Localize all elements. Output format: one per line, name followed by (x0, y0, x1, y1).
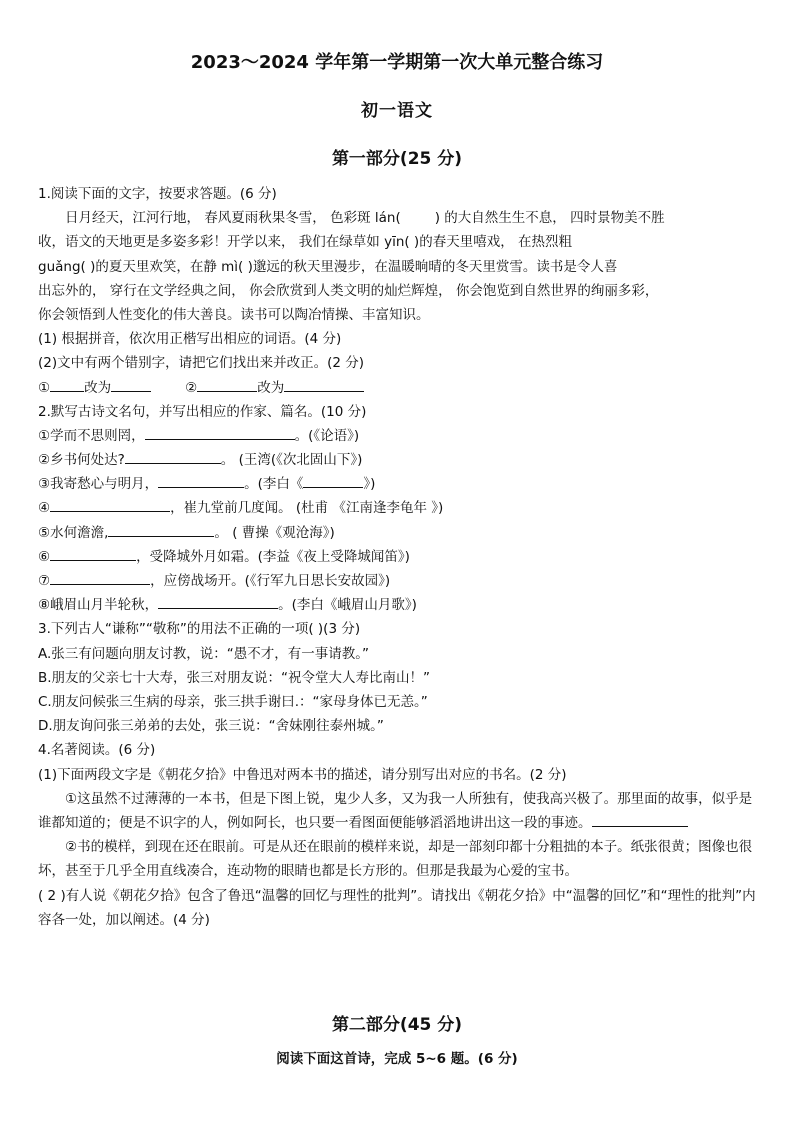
q1-sub2: (2)文中有两个错别字，请把它们找出来并改正。(2 分) (38, 355, 365, 372)
exam-body (38, 182, 762, 932)
answer-blank[interactable] (125, 449, 221, 464)
exam-subtitle: 初一语文 (361, 101, 433, 121)
answer-blank[interactable] (50, 377, 84, 392)
q1-sub1: (1) 根据拼音，依次用正楷写出相应的词语。(4 分) (38, 331, 342, 348)
q1-passage-line: 收，语文的天地更是多姿多彩！开学以来， 我们在绿草如 yīn( )的春天里嘻戏， 在热烈粗 (38, 234, 572, 251)
q1-correction-row: ① 改为 ② 改为 (38, 376, 762, 400)
q2-line: ③我寄愁心与明月， 。(李白《 》) (38, 472, 762, 496)
answer-blank[interactable] (50, 546, 136, 561)
answer-blank[interactable] (158, 473, 244, 488)
q2-line: ④ ，崔九堂前几度闻。 (杜甫 《江南逢李龟年 》) (38, 496, 762, 520)
q4-excerpt-1: ①这虽然不过薄薄的一本书，但是下图上锐，鬼少人多，又为我一人所独有，使我高兴极了。那里面的故事，似乎是谁都知道的；便是不识字的人，例如阿长，也只要一看图面便能够滔滔地讲出这一段的事迹。 (38, 790, 753, 831)
answer-blank[interactable] (592, 812, 688, 827)
q4-sub1: (1)下面两段文字是《朝花夕拾》中鲁迅对两本书的描述，请分别写出对应的书名。(2 分) (38, 766, 567, 783)
q3-option-d: D.朋友询问张三弟弟的去处，张三说：“舍妹刚往泰州城。” (38, 718, 384, 735)
answer-blank[interactable] (145, 425, 295, 440)
q1-passage-line: 你会领悟到人性变化的伟大善良。读书可以陶冶情操、丰富知识。 (38, 306, 430, 323)
answer-blank[interactable] (108, 522, 214, 537)
q4-sub2: ( 2 )有人说《朝花夕拾》包含了鲁迅“温馨的回忆与理性的批判”。请找出《朝花夕拾》中“温馨的回忆”和“理性的批判”内容各一处，加以阐述。(4 分) (38, 887, 756, 928)
q2-line: ⑥ ，受降城外月如霜。(李益《夜上受降城闻笛》) (38, 545, 762, 569)
q3-title: 3.下列古人“谦称”“敬称”的用法不正确的一项( )(3 分) (38, 621, 361, 638)
q3-option-a: A.张三有问题向朋友讨教，说：“愚不才，有一事请教。” (38, 645, 370, 662)
q2-line: ⑧峨眉山月半轮秋， 。(李白《峨眉山月歌》) (38, 593, 762, 617)
answer-blank[interactable] (197, 377, 257, 392)
q1-passage-line: guǎng( )的夏天里欢笑，在静 mì( )邈远的秋天里漫步，在温暖晌晴的冬天里赏雪。读书是令人喜 (38, 258, 618, 275)
q2-line: ①学而不思则罔， 。(《论语》) (38, 424, 762, 448)
answer-blank[interactable] (158, 594, 278, 609)
q1-passage-line: 出忘外的， 穿行在文学经典之间， 你会欣赏到人类文明的灿烂辉煌， 你会饱览到自然世界的绚丽多彩， (38, 282, 659, 299)
part-two-heading: 第二部分(45 分) (331, 1015, 463, 1035)
q4-excerpt-2: ②书的模样，到现在还在眼前。可是从还在眼前的模样来说，却是一部刻印都十分粗拙的本子。纸张很黄；图像也很坏，甚至于几乎全用直线凑合，连动物的眼睛也都是长方形的。但那是我最为心爱的宝书。 (38, 839, 753, 880)
answer-blank[interactable] (50, 497, 170, 512)
answer-blank[interactable] (284, 377, 364, 392)
q2-line: ②乡书何处达? 。 (王湾(《次北固山下》) (38, 448, 762, 472)
part-one-heading: 第一部分(25 分) (331, 149, 463, 169)
q4-title: 4.名著阅读。(6 分) (38, 742, 156, 759)
answer-blank[interactable] (111, 377, 151, 392)
q2-line: ⑤水何澹澹, 。 ( 曹操《观沧海》) (38, 521, 762, 545)
answer-blank[interactable] (50, 570, 150, 585)
part-two-intro: 阅读下面这首诗，完成 5~6 题。(6 分) (276, 1051, 518, 1067)
q1-title: 1.阅读下面的文字，按要求答题。(6 分) (38, 186, 277, 202)
q2-line: ⑦ ，应傍战场开。(《行军九日思长安故园》) (38, 569, 762, 593)
answer-blank[interactable] (303, 473, 363, 488)
q1-passage-line: 日月经天，江河行地， 春风夏雨秋果冬雪， 色彩斑 lán( ) 的大自然生生不息， 四时景物美不胜 (65, 210, 665, 227)
q3-option-c: C.朋友问候张三生病的母亲，张三拱手谢曰.：“家母身体已无恙。” (38, 693, 428, 710)
q2-title: 2.默写古诗文名句，并写出相应的作家、篇名。(10 分) (38, 403, 367, 420)
exam-title: 2023～2024 学年第一学期第一次大单元整合练习 (190, 52, 604, 73)
q3-option-b: B.朋友的父亲七十大寿，张三对朋友说：“祝令堂大人寿比南山！” (38, 669, 431, 686)
